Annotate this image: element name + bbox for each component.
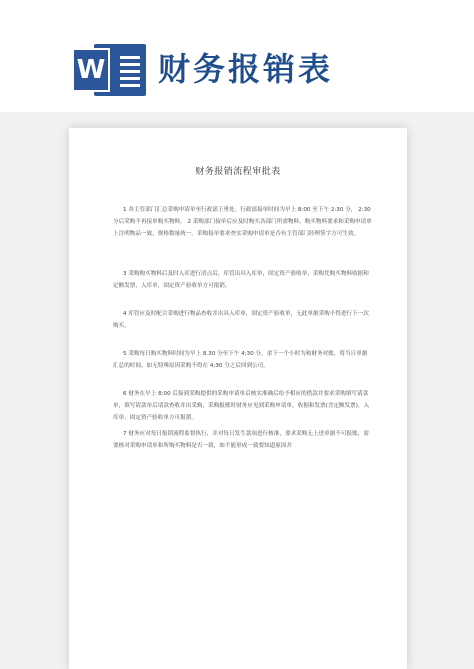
word-icon-line xyxy=(120,77,140,80)
paragraph: 7 财务应对每日报销流程监督执行，并对每日发生款项进行核准，要求采购无上述单据不可报账，需要核对采购申请单和所购买物料是否一致，如不能形成一致要知道原因并 xyxy=(113,431,369,449)
word-icon-letter: W xyxy=(74,50,108,90)
word-icon-line xyxy=(120,84,140,87)
paragraph: 1 各主管部门汇总采购申请单至行政部王勇处。行政部接单时间为早上 8:00 至下午 2:30 分， 2:30 分后采购不再接单购买物料。 2 采购部门接单后应及时购买各部门所需物料，购买物料要求和采购申请单上注明物品一致，规格数量统一。采购接单要求查实采购申请单是否有主管部门经理签字方可生效。 xyxy=(113,207,372,237)
word-icon-line xyxy=(120,56,140,59)
document-title: 财务报销流程审批表 xyxy=(195,167,281,177)
header xyxy=(0,0,474,120)
paragraph: 3 采购购买物料后及时入库进行清点后，库管出具入库单，固定资产验收单，采购凭购买物料收据和定额发票，入库单，固定资产验收单方可报销。 xyxy=(113,271,369,289)
word-icon xyxy=(74,42,146,98)
paragraph: 6 财务在早上 8;00 后接到采购提供的采购申请单后核实准确后给予相应的借款并要求采购填写请款单，填写请款单后请款查收并出采购，采购报账时财务应见到采购申请单，收据和发票(含定额发票)，入库单，固定资产验收单方可报销。 xyxy=(113,391,370,421)
word-icon-line xyxy=(120,70,140,73)
page-title: 财务报销表 xyxy=(158,50,334,88)
word-icon-line xyxy=(120,63,140,66)
paragraph: 5 采购每日购买物料时间为早上 8.30 分至下午 4;30 分，余下一个小时为和财务对账，将当日单据汇总的时间，如无特殊原因采购不得在 4;30 分之后回到公司。 xyxy=(113,351,368,369)
document-page xyxy=(69,128,407,669)
paragraph: 4 库管应及时配合采购进行物品查收并出具入库单，固定资产验收单，无此单据采购不得进行下一次购买。 xyxy=(113,311,369,329)
